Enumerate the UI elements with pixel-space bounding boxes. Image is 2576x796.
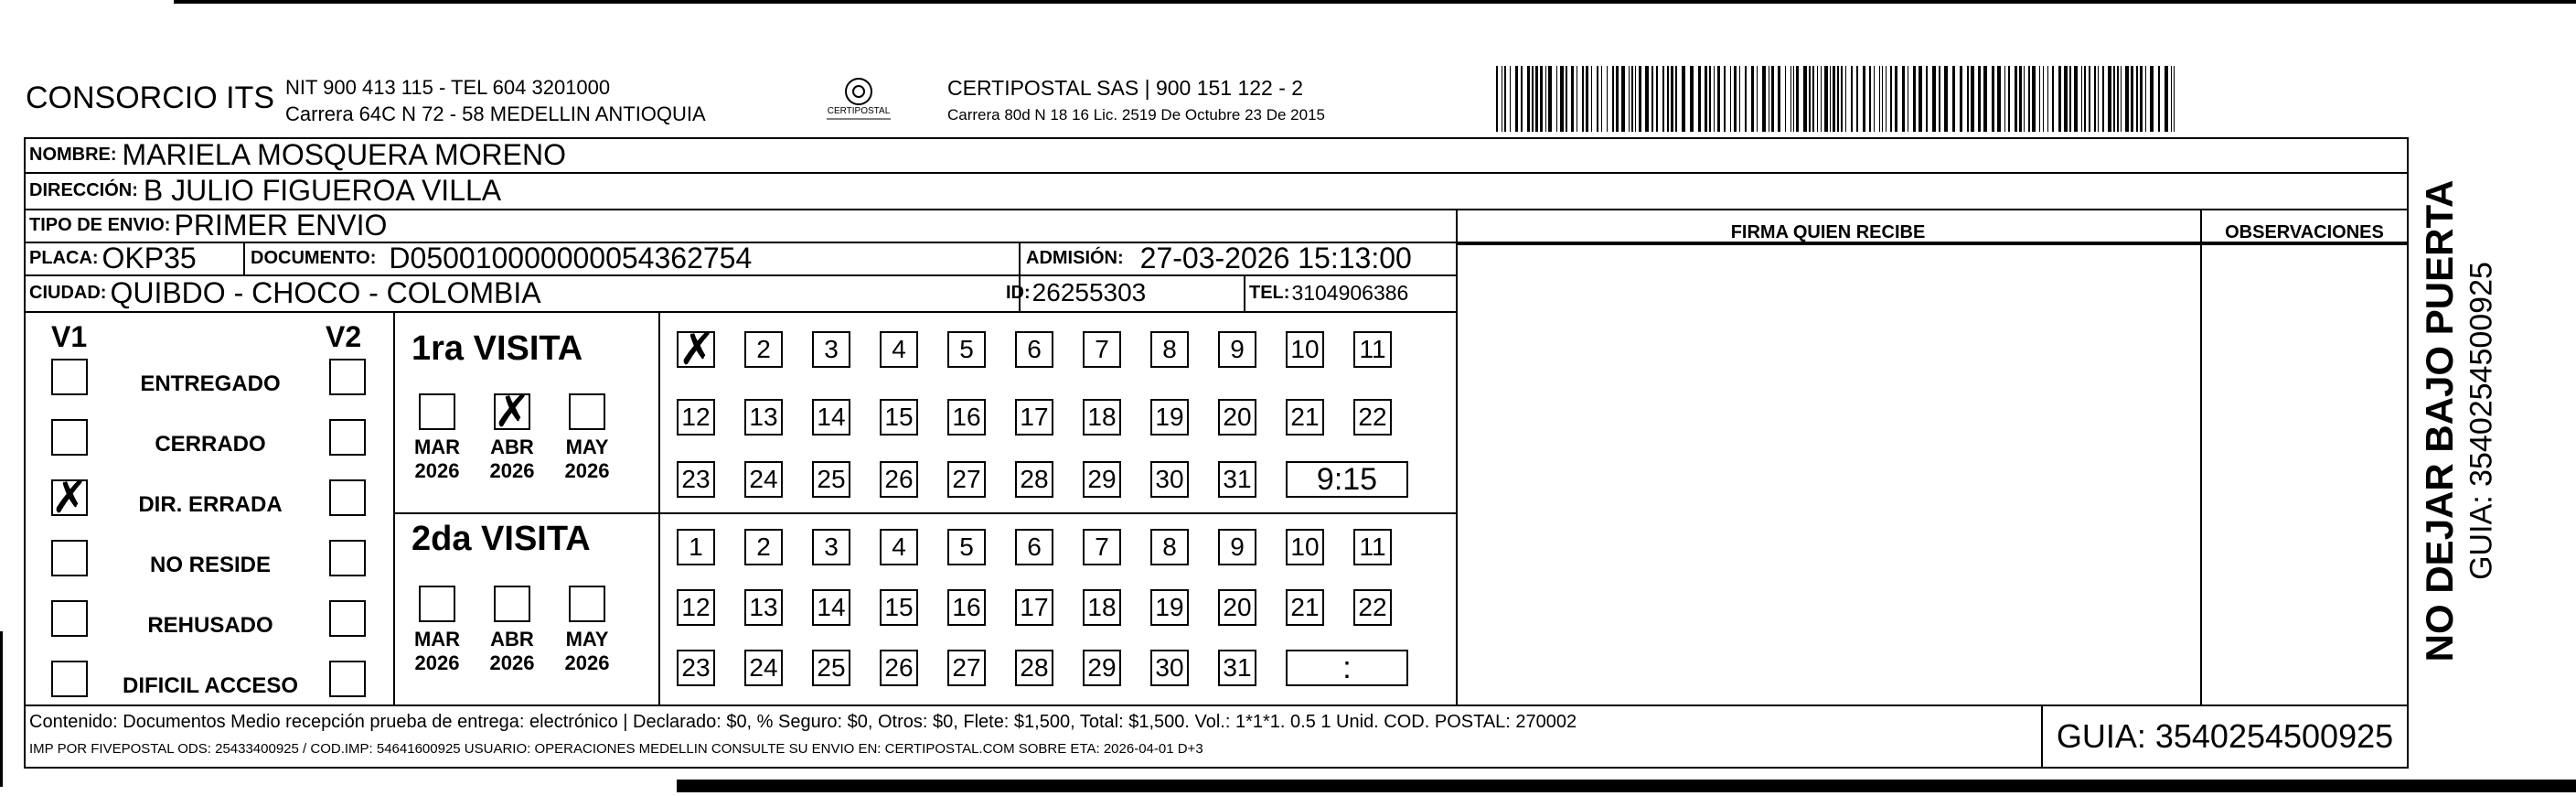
barcode-bar (1992, 66, 1994, 132)
first-day-box[interactable]: 25 (812, 461, 850, 498)
documento-cell (251, 242, 752, 274)
first-day-box[interactable]: 12 (677, 399, 715, 436)
scan-edge-bottom (677, 780, 2576, 792)
barcode-bar (1566, 66, 1567, 132)
first-day-box[interactable]: 15 (880, 399, 918, 436)
logo-text: CERTIPOSTAL (827, 106, 891, 116)
second-month-checkbox[interactable] (569, 586, 605, 622)
barcode-bar (1960, 66, 1962, 132)
side-warning (2418, 165, 2462, 677)
barcode-bar (1717, 66, 1720, 132)
barcode-bar (1762, 66, 1766, 132)
barcode-bar (2084, 66, 2086, 132)
month-year: 2026 (414, 459, 460, 482)
barcode-bar (2098, 66, 2099, 132)
barcode-bar (1724, 66, 1726, 132)
barcode-bar (1532, 66, 1534, 132)
first-day-box[interactable]: 18 (1083, 399, 1121, 436)
second-month-checkbox[interactable] (494, 586, 530, 622)
barcode-bar (1714, 66, 1715, 132)
barcode-bar (1890, 66, 1892, 132)
first-day-box[interactable]: 10 (1286, 331, 1324, 368)
barcode-bar (1845, 66, 1846, 132)
barcode-bar (1851, 66, 1853, 132)
barcode-bar (2158, 66, 2160, 132)
barcode-bar (2024, 66, 2025, 132)
first-day-box[interactable]: 13 (744, 399, 783, 436)
side-guia-text: GUIA: 3540254500925 (2464, 262, 2499, 580)
first-day-box[interactable]: 28 (1015, 461, 1053, 498)
barcode-bar (2081, 66, 2082, 132)
barcode-bar (1817, 66, 1818, 132)
barcode-bar (1597, 66, 1598, 132)
second-month-label (560, 628, 615, 675)
second-day-box[interactable]: 11 (1353, 529, 1392, 565)
second-day-box[interactable]: 26 (880, 650, 918, 686)
company-line1: NIT 900 413 115 - TEL 604 3201000 (285, 76, 611, 99)
certipostal-logo (808, 73, 909, 128)
second-day-box[interactable]: 8 (1150, 529, 1189, 565)
direccion-label: DIRECCIÓN: (29, 179, 138, 200)
barcode-bar (2074, 66, 2078, 132)
barcode-bar (1902, 66, 1905, 132)
barcode-bar (1504, 66, 1506, 132)
v2-label: V2 (326, 320, 362, 353)
id-label: ID: (1006, 282, 1031, 303)
second-day-box[interactable]: 27 (947, 650, 986, 686)
second-day-box[interactable]: 4 (880, 529, 918, 565)
barcode-bar (1682, 66, 1685, 132)
documento-value: D050010000000054362754 (389, 241, 753, 274)
second-day-box[interactable]: 29 (1083, 650, 1121, 686)
first-day-box[interactable]: 17 (1015, 399, 1053, 436)
admision-label: ADMISIÓN: (1026, 247, 1124, 268)
barcode-bar (1621, 66, 1625, 132)
barcode-bar (1560, 66, 1564, 132)
status-label: DIR. ERRADA (138, 492, 283, 517)
placa-row (29, 242, 197, 274)
second-month-checkbox[interactable] (419, 586, 455, 622)
barcode-bar (1556, 66, 1557, 132)
barcode-bar (1527, 66, 1530, 132)
barcode-bar (1967, 66, 1969, 132)
v2-checkbox[interactable] (329, 661, 366, 697)
v1-checkbox[interactable] (51, 600, 88, 637)
barcode-bar (2052, 66, 2054, 132)
barcode-bar (1803, 66, 1807, 132)
first-day-box[interactable]: 26 (880, 461, 918, 498)
check-mark-icon: ✗ (494, 386, 531, 437)
barcode-bar (1944, 66, 1948, 132)
barcode-bar (1824, 66, 1828, 132)
certipostal-line2: Carrera 80d N 18 16 Lic. 2519 De Octubre 23 De 2015 (947, 106, 1325, 124)
certipostal-line1: CERTIPOSTAL SAS | 900 151 122 - 2 (947, 76, 1304, 100)
second-day-box[interactable]: 9 (1218, 529, 1256, 565)
second-day-box[interactable]: 30 (1150, 650, 1189, 686)
first-day-box[interactable]: 20 (1218, 399, 1256, 436)
barcode-bar (2145, 66, 2146, 132)
first-day-box[interactable]: 22 (1353, 399, 1392, 436)
barcode-bar (1778, 66, 1780, 132)
barcode-bar (1734, 66, 1737, 132)
barcode-bar (1863, 66, 1865, 132)
first-day-box[interactable]: 2 (744, 331, 783, 368)
nombre-value: MARIELA MOSQUERA MORENO (122, 137, 566, 171)
second-day-box[interactable]: 15 (880, 589, 918, 626)
barcode-bar (2140, 66, 2143, 132)
barcode-bar (1548, 66, 1552, 132)
second-day-box[interactable]: 16 (947, 589, 986, 626)
second-day-box[interactable]: 19 (1150, 589, 1189, 626)
first-day-box[interactable]: 3 (812, 331, 850, 368)
barcode-bar (1607, 66, 1608, 132)
barcode-bar (1821, 66, 1822, 132)
second-time-box[interactable]: : (1286, 650, 1408, 686)
ciudad-value: QUIBDO - CHOCO - COLOMBIA (110, 275, 541, 309)
barcode-bar (1882, 66, 1883, 132)
barcode-bar (1796, 66, 1799, 132)
v2-checkbox[interactable] (329, 359, 366, 395)
first-day-box[interactable]: 30 (1150, 461, 1189, 498)
barcode-bar (1913, 66, 1916, 132)
barcode-bar (1645, 66, 1649, 132)
firma-label: FIRMA QUIEN RECIBE (1730, 221, 1926, 242)
direccion-value: B JULIO FIGUEROA VILLA (143, 173, 502, 207)
tel-cell (1249, 274, 1408, 311)
barcode-bar (1629, 66, 1630, 132)
barcode-bar (1571, 66, 1574, 132)
first-month-label (485, 436, 540, 483)
first-day-box[interactable]: 5 (947, 331, 986, 368)
barcode-bar (1690, 66, 1694, 132)
barcode-bar (1662, 66, 1664, 132)
barcode-bar (2150, 66, 2154, 132)
barcode-bar (1932, 66, 1936, 132)
barcode-bar (1771, 66, 1774, 132)
month-name: ABR (490, 628, 534, 651)
first-day-box[interactable]: 27 (947, 461, 986, 498)
second-day-box[interactable]: 12 (677, 589, 715, 626)
barcode-bar (1582, 66, 1584, 132)
barcode-bar (1952, 66, 1955, 132)
footer-line2: IMP POR FIVEPOSTAL ODS: 25433400925 / COD.IMP: 54641600925 USUARIO: OPERACIONES MEDELLIN CONSULTE SU ENVIO EN: CERTIPOSTAL.COM SOBRE ETA: 2026-04-01 D+3 (29, 741, 1203, 757)
barcode-bar (2043, 66, 2044, 132)
first-day-box[interactable]: 31 (1218, 461, 1256, 498)
barcode-bar (1874, 66, 1875, 132)
barcode-bar (1591, 66, 1592, 132)
barcode-bar (2047, 66, 2048, 132)
second-day-box[interactable]: 7 (1083, 529, 1121, 565)
month-year: 2026 (564, 459, 610, 482)
second-day-box[interactable]: 22 (1353, 589, 1392, 626)
direccion-row (29, 172, 501, 209)
barcode-bar (1521, 66, 1523, 132)
barcode-bar (2164, 66, 2168, 132)
second-day-box[interactable]: 10 (1286, 529, 1324, 565)
barcode-bar (1739, 66, 1740, 132)
second-month-label (410, 628, 465, 675)
barcode-bar (1545, 66, 1546, 132)
barcode-bar (1793, 66, 1794, 132)
second-day-box[interactable]: 3 (812, 529, 850, 565)
second-visit-title: 2da VISITA (412, 520, 591, 558)
barcode-bar (1586, 66, 1588, 132)
scan-edge-left (0, 631, 3, 787)
second-day-box[interactable]: 2 (744, 529, 783, 565)
second-day-box[interactable]: 14 (812, 589, 850, 626)
placa-value: OKP35 (102, 241, 197, 274)
second-day-box[interactable]: 28 (1015, 650, 1053, 686)
check-mark-icon: ✗ (51, 472, 89, 523)
status-label: ENTREGADO (140, 371, 281, 396)
barcode-bar (1919, 66, 1922, 132)
barcode-bar (1510, 66, 1511, 132)
barcode-bar (1635, 66, 1636, 132)
barcode-bar (1745, 66, 1747, 132)
v2-checkbox[interactable] (329, 540, 366, 576)
month-name: MAR (413, 436, 461, 458)
barcode-bar (1705, 66, 1707, 132)
placa-label: PLACA: (29, 247, 99, 268)
barcode-bar (2069, 66, 2071, 132)
barcode-bar (1841, 66, 1843, 132)
barcode-bar (2039, 66, 2040, 132)
second-day-box[interactable]: 31 (1218, 650, 1256, 686)
barcode-bar (1639, 66, 1641, 132)
first-month-label (560, 436, 615, 483)
barcode-bar (1856, 66, 1858, 132)
barcode-bar (2004, 66, 2005, 132)
admision-value: 27-03-2026 15:13:00 (1139, 241, 1412, 274)
company-line2: Carrera 64C N 72 - 58 MEDELLIN ANTIOQUIA (285, 102, 706, 125)
second-day-box[interactable]: 25 (812, 650, 850, 686)
v2-checkbox[interactable] (329, 419, 366, 456)
month-name: MAY (565, 436, 609, 458)
barcode-bar (2028, 66, 2030, 132)
first-day-box[interactable]: 19 (1150, 399, 1189, 436)
first-day-box[interactable]: 6 (1015, 331, 1053, 368)
barcode-bar (1971, 66, 1974, 132)
scan-edge-top (174, 0, 2576, 4)
barcode-bar (1540, 66, 1543, 132)
footer-line1: Contenido: Documentos Medio recepción prueba de entrega: electrónico | Declarado: $0, % Seguro: $0, Otros: $0, Flete: $1,500, Total: $1,500. Vol.: 1*1*1. 0.5 1 Unid. COD. POSTAL: 270002 (29, 712, 1577, 732)
month-name: MAR (413, 628, 461, 651)
tipo-label: TIPO DE ENVIO: (29, 214, 171, 235)
barcode-bar (1709, 66, 1711, 132)
first-day-box[interactable]: 21 (1286, 399, 1324, 436)
v2-checkbox[interactable] (329, 600, 366, 637)
barcode-bar (2064, 66, 2068, 132)
first-day-box[interactable]: 16 (947, 399, 986, 436)
second-day-box[interactable]: 24 (744, 650, 783, 686)
observaciones-label: OBSERVACIONES (2225, 221, 2384, 242)
tel-label: TEL: (1249, 282, 1290, 303)
barcode-bar (1667, 66, 1669, 132)
first-month-checkbox[interactable] (569, 393, 605, 430)
barcode-bar (1757, 66, 1758, 132)
barcode-bar (2058, 66, 2061, 132)
nombre-label: NOMBRE: (29, 144, 117, 165)
admision-cell (1026, 242, 1412, 274)
barcode-bar (2015, 66, 2017, 132)
month-year: 2026 (489, 459, 535, 482)
check-mark-icon: ✗ (679, 324, 716, 375)
v2-checkbox[interactable] (329, 479, 366, 516)
status-label: DIFICIL ACCESO (122, 673, 298, 698)
first-month-checkbox[interactable] (494, 386, 531, 437)
tipo-value: PRIMER ENVIO (174, 208, 388, 242)
status-label: NO RESIDE (149, 553, 272, 577)
first-time-box[interactable]: 9:15 (1286, 461, 1408, 498)
first-day-box[interactable]: 7 (1083, 331, 1121, 368)
first-visit-title: 1ra VISITA (412, 329, 583, 368)
barcode-bar (1612, 66, 1614, 132)
second-day-box[interactable]: 6 (1015, 529, 1053, 565)
barcode-bar (1496, 66, 1498, 132)
first-day-box[interactable]: 14 (812, 399, 850, 436)
v1-checkbox[interactable] (51, 359, 88, 395)
barcode-bar (1926, 66, 1928, 132)
first-day-box[interactable]: 23 (677, 461, 715, 498)
barcode-bar (2125, 66, 2129, 132)
id-cell (1006, 274, 1146, 311)
second-day-box[interactable]: 17 (1015, 589, 1053, 626)
barcode-bar (1809, 66, 1811, 132)
nombre-row (29, 137, 566, 172)
ciudad-label: CIUDAD: (29, 282, 107, 303)
first-day-box[interactable]: 9 (1218, 331, 1256, 368)
barcode-bar (2008, 66, 2010, 132)
first-day-box[interactable] (677, 324, 716, 375)
barcode-bar (1785, 66, 1786, 132)
footer-guia: GUIA: 3540254500925 (2056, 717, 2394, 755)
barcode-bar (2089, 66, 2090, 132)
second-day-box[interactable]: 21 (1286, 589, 1324, 626)
barcode-bar (2113, 66, 2115, 132)
second-day-box[interactable]: 23 (677, 650, 715, 686)
barcode-bar (2094, 66, 2096, 132)
second-day-box[interactable]: 18 (1083, 589, 1121, 626)
barcode-bar (2136, 66, 2138, 132)
id-value: 26255303 (1031, 278, 1147, 307)
month-name: MAY (565, 628, 609, 651)
barcode-bar (1983, 66, 1987, 132)
status-label: CERRADO (155, 432, 266, 457)
barcode-bar (1616, 66, 1619, 132)
barcode-bar (1675, 66, 1677, 132)
first-day-box[interactable]: 29 (1083, 461, 1121, 498)
first-month-label (410, 436, 465, 483)
barcode-bar (1939, 66, 1940, 132)
first-month-checkbox[interactable] (419, 393, 455, 430)
barcode-bar (1671, 66, 1673, 132)
barcode-bar (1837, 66, 1839, 132)
month-year: 2026 (489, 651, 535, 674)
barcode-bar (2174, 66, 2175, 132)
tel-value: 3104906386 (1291, 280, 1409, 305)
barcode-bar (1886, 66, 1887, 132)
side-guia (2464, 165, 2500, 677)
first-day-box[interactable]: 24 (744, 461, 783, 498)
barcode-bar (1698, 66, 1701, 132)
barcode-bar (1830, 66, 1831, 132)
v1-checkbox[interactable] (51, 472, 89, 523)
barcode-bar (2131, 66, 2133, 132)
barcode (1496, 66, 2180, 132)
second-day-box[interactable]: 5 (947, 529, 986, 565)
barcode-bar (1631, 66, 1633, 132)
barcode-bar (1978, 66, 1981, 132)
month-year: 2026 (414, 651, 460, 674)
barcode-bar (1879, 66, 1880, 132)
ciudad-row (29, 274, 541, 311)
month-year: 2026 (564, 651, 610, 674)
barcode-bar (2019, 66, 2022, 132)
status-label: REHUSADO (147, 613, 273, 638)
company-name: CONSORCIO ITS (26, 81, 275, 115)
second-day-box[interactable]: 20 (1218, 589, 1256, 626)
first-day-box[interactable]: 4 (880, 331, 918, 368)
barcode-bar (1869, 66, 1871, 132)
barcode-bar (1997, 66, 2001, 132)
barcode-bar (1812, 66, 1814, 132)
first-day-box[interactable]: 8 (1150, 331, 1189, 368)
barcode-bar (2032, 66, 2036, 132)
barcode-bar (1656, 66, 1658, 132)
v1-label: V1 (51, 320, 88, 353)
v1-checkbox[interactable] (51, 540, 88, 576)
no-dejar-bajo-puerta: NO DEJAR BAJO PUERTA (2418, 179, 2461, 662)
documento-label: DOCUMENTO: (251, 247, 377, 268)
barcode-bar (1730, 66, 1731, 132)
barcode-bar (1895, 66, 1897, 132)
tipo-row (29, 209, 387, 242)
barcode-bar (1790, 66, 1791, 132)
barcode-bar (1751, 66, 1754, 132)
barcode-bar (2117, 66, 2119, 132)
barcode-bar (2121, 66, 2122, 132)
v1-checkbox[interactable] (51, 661, 88, 697)
barcode-bar (2102, 66, 2104, 132)
second-day-box[interactable]: 1 (677, 529, 715, 565)
barcode-bar (1535, 66, 1538, 132)
barcode-bar (1601, 66, 1602, 132)
second-month-label (485, 628, 540, 675)
barcode-bar (1833, 66, 1835, 132)
month-name: ABR (490, 436, 534, 458)
barcode-bar (2108, 66, 2111, 132)
barcode-bar (1651, 66, 1653, 132)
second-day-box[interactable]: 13 (744, 589, 783, 626)
v1-checkbox[interactable] (51, 419, 88, 456)
barcode-bar (1515, 66, 1518, 132)
barcode-bar (2171, 66, 2172, 132)
first-day-box[interactable]: 11 (1353, 331, 1392, 368)
